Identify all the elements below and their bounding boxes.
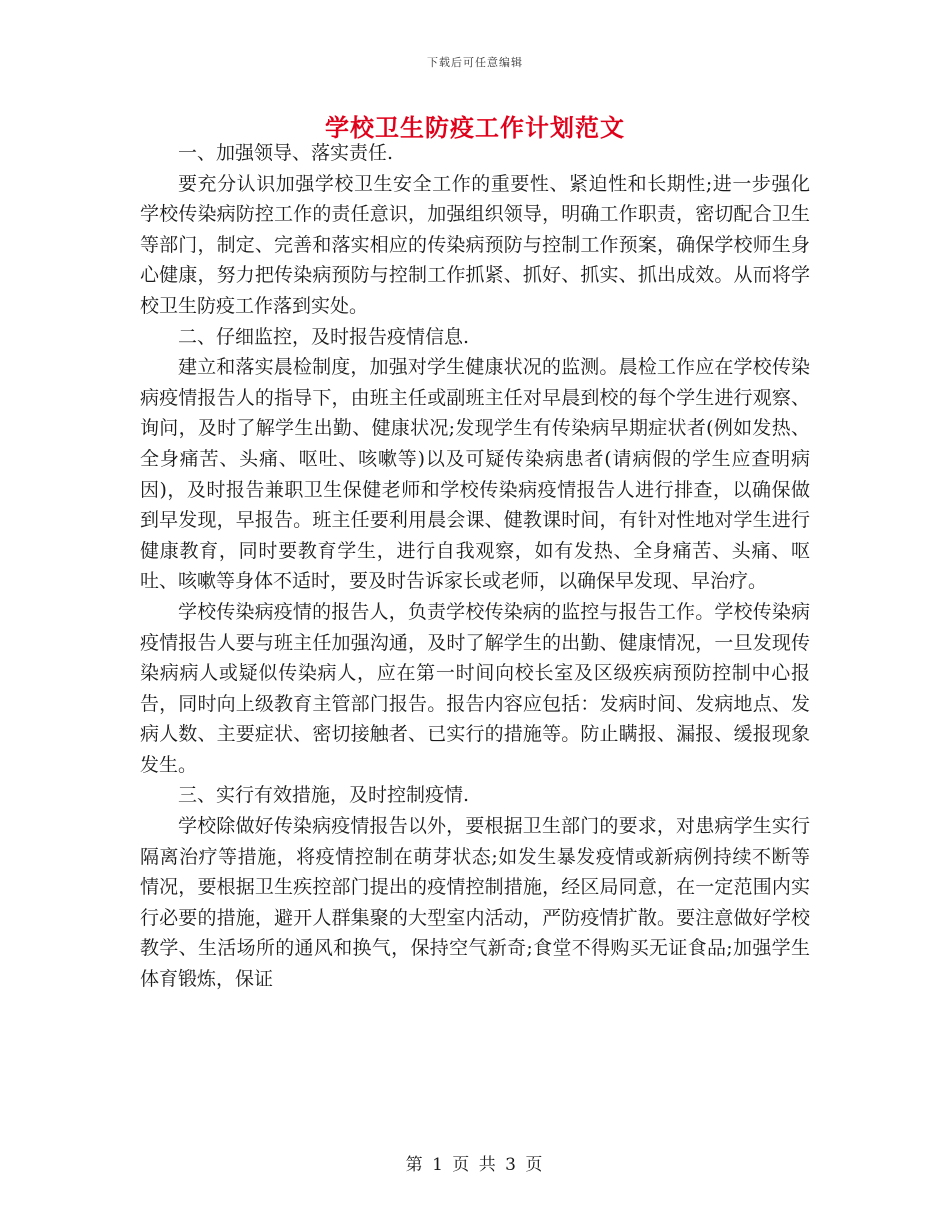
document-body [140,138,810,995]
section-heading-2: 二、仔细监控，及时报告疫情信息. [178,325,470,348]
section-1-paragraph-1: 要充分认识加强学校卫生安全工作的重要性、紧迫性和长期性;进一步强化学校传染病防控工作的责任意识，加强组织领导，明确工作职责，密切配合卫生等部门，制定、完善和落实相应的传染病预防与控制工作预案，确保学校师生身心健康，努力把传染病预防与控制工作抓紧、抓好、抓实、抓出成效。从而将学校卫生防疫工作落到实处。 [140,172,810,317]
section-heading-3: 三、实行有效措施，及时控制疫情. [178,784,470,807]
page-number-footer: 第 1 页 共 3 页 [405,1155,545,1175]
section-2-paragraph-2: 学校传染病疫情的报告人，负责学校传染病的监控与报告工作。学校传染病疫情报告人要与班主任加强沟通，及时了解学生的出勤、健康情况，一旦发现传染病病人或疑似传染病人，应在第一时间向校长室及区级疾病预防控制中心报告，同时向上级教育主管部门报告。报告内容应包括：发病时间、发病地点、发病人数、主要症状、密切接触者、已实行的措施等。防止瞒报、漏报、缓报现象发生。 [140,600,810,776]
section-3-paragraph-1: 学校除做好传染病疫情报告以外，要根据卫生部门的要求，对患病学生实行隔离治疗等措施，将疫情控制在萌芽状态;如发生暴发疫情或新病例持续不断等情况，要根据卫生疾控部门提出的疫情控制措施，经区局同意，在一定范围内实行必要的措施，避开人群集聚的大型室内活动，严防疫情扩散。要注意做好学校教学、生活场所的通风和换气，保持空气新奇;食堂不得购买无证食品;加强学生体育锻炼，保证 [140,815,810,991]
section-heading-1: 一、加强领导、落实责任. [178,142,394,164]
document-title: 学校卫生防疫工作计划范文 [325,113,625,142]
header-note: 下载后可任意编辑 [427,56,523,69]
section-2-paragraph-1: 建立和落实晨检制度，加强对学生健康状况的监测。晨检工作应在学校传染病疫情报告人的指导下，由班主任或副班主任对早晨到校的每个学生进行观察、询问，及时了解学生出勤、健康状况;发现学生有传染病早期症状者(例如发热、全身痛苦、头痛、呕吐、咳嗽等)以及可疑传染病患者(请病假的学生应查明病因)，及时报告兼职卫生保健老师和学校传染病疫情报告人进行排查，以确保做到早发现，早报告。班主任要利用晨会课、健教课时间，有针对性地对学生进行健康教育，同时要教育学生，进行自我观察，如有发热、全身痛苦、头痛、呕吐、咳嗽等身体不适时，要及时告诉家长或老师，以确保早发现、早治疗。 [140,356,810,593]
